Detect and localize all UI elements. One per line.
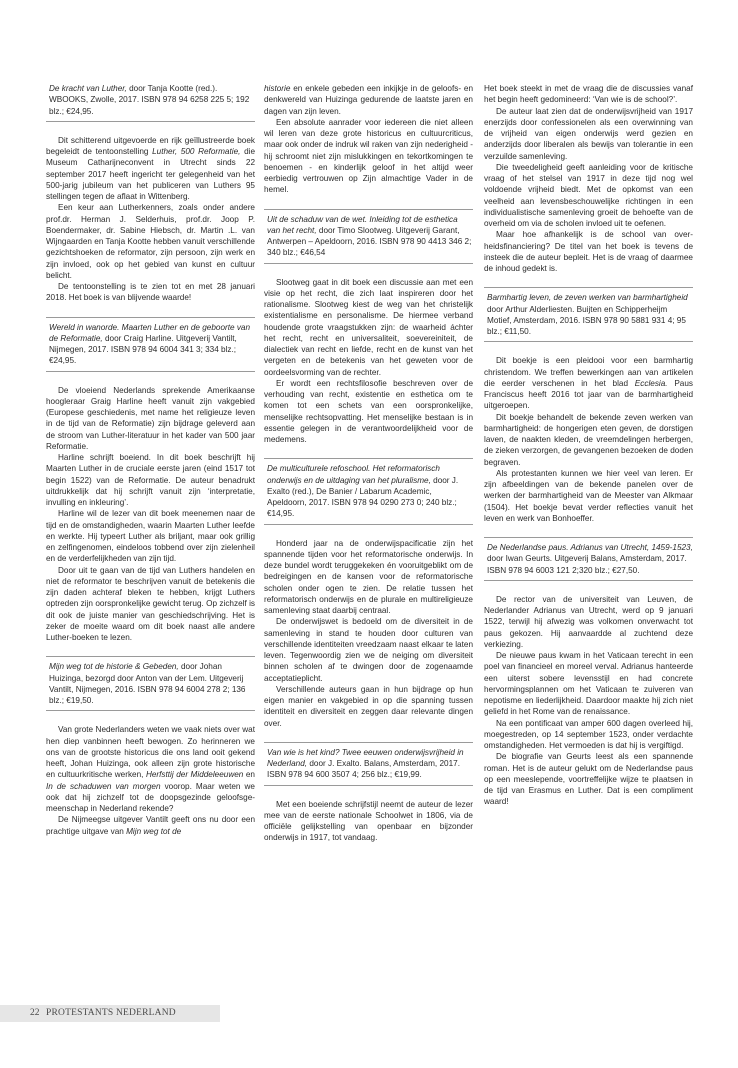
paragraph: Honderd jaar na de onderwijspacificatie zijn het spannende tijden voor het reformatorische onderwijs. In deze bundel wordt teruggekeken én vooruitgeblikt om de bedreigingen en de kansen voor de reformatorische scholen onder ogen te zien. De relatie tussen het reformatorisch onderwijs en de plurale en multireligieuze samenleving staat daarbij centraal. [264, 538, 473, 615]
book-review-header [484, 287, 693, 342]
column-3 [484, 83, 693, 808]
paragraph: Dit boekje behandelt de bekende zeven werken van barmhartigheid: de hongerigen eten geven, de dorstigen laven, de naakten kleden, de vreemdelingen herbergen, de zieken verzorgen, de gevangenen bezoeken de doden begraven. [484, 412, 693, 467]
book-title: Van wie is het kind? Twee eeuwen onderwijsvrijheid in Nederland, [267, 747, 464, 768]
book-details: door Craig Harline. Uitgeverij Vantilt, Nijmegen, 2017. ISBN 978 94 6004 341 3; 334 blz.; €24,95. [49, 333, 237, 366]
book-title: Uit de schaduw van de wet. Inleiding tot de esthetica van het recht, [267, 214, 458, 235]
book-details: door Iwan Geurts. Uitgeverij Balans, Amsterdam, 2017. ISBN 978 94 6003 121 2;320 blz.; €27,50. [487, 554, 687, 575]
paragraph: Harline schrijft boeiend. In dit boek beschrijft hij Maarten Luther in de cruciale eerste jaren (eind 1517 tot begin 1522) van de Reformatie. De auteur benadrukt uitdrukkelijk dat hij schrijft vanuit zijn ‘interpretatie, invulling en inkleuring’. [46, 453, 255, 507]
book-details: door Tanja Kootte (red.). WBOOKS, Zwolle, 2017. ISBN 978 94 6258 225 5; 192 blz.; €24,95. [49, 84, 250, 116]
paragraph: Als protestanten kunnen we hier veel van leren. Er zijn afbeeldingen van de bekende panelen over de werken der barmhartigheid van de Meester van Alkmaar (1504). Het boekje bevat verder reflecties vanuit het leven en werk van Bonhoeffer. [484, 468, 693, 523]
book-review-header [484, 537, 693, 581]
paragraph: Harline wil de lezer van dit boek meenemen naar de tijd en de omstandigheden, waarin Maarten Luther leefde en werkte. Hij typeert Luther als briljant, maar ook grillig en zelfingenomen, eindeloos tobbend over zijn zielenheil en de verderfelijkheden van zijn tijd. [46, 509, 255, 564]
magazine-name: PROTESTANTS NEDERLAND [46, 1008, 176, 1018]
paragraph: Dit schitterend uitgevoerde en rijk geïllustreerde boek begeleidt de tentoonstelling Luther, 500 Reformatie, die Museum Catharijneconvent in Utrecht sinds 22 september 2017 heeft ingericht ter gelegenheid van het 500-jarig jubileum van het publiceren van Luthers 95 stellingen tegen de aflaat in Wittenberg. [46, 135, 255, 201]
page-footer [0, 1005, 220, 1022]
paragraph: De vloeiend Nederlands sprekende Amerikaanse hoogleraar Graig Harline heeft vanuit zijn vakgebied (Europese geschiedenis, met name het religieuze leven in de tijd van de Reformatie) zijn bijdrage geleverd aan de stroom van Luther-literatuur in het kader van 500 jaar Reformatie. [46, 385, 255, 451]
paragraph: Van grote Nederlanders weten we vaak niets over wat hen diep vanbinnen heeft bewogen. Zo herinneren we ons van de grootste historicus die ons land ooit gekend heeft, Johan Huizinga, ook alleen zijn grote historische en cultuurkritische werken, Herfsttij der Middeleeuwen en In de schaduwen van morgen voorop. Maar weten we ook dat hij zichzelf tot de doopsgezinde geloofsgemeenschap in Nederland rekende? [46, 725, 255, 813]
book-details: door Johan Huizinga, bezorgd door Anton van der Lem. Uitgeverij Vantilt, Nijmegen, 2016. ISBN 978 94 6004 278 2; 136 blz.; €19,50. [49, 662, 246, 705]
book-title: Wereld in wanorde. Maarten Luther en de geboorte van de Reformatie, [49, 322, 251, 343]
paragraph: Verschillende auteurs gaan in hun bijdrage op hun eigen manier en vakgebied in op die spanning tussen identiteit en diversiteit en zeggen daar relevante dingen over. [264, 684, 473, 728]
paragraph: Slootweg gaat in dit boek een discussie aan met een visie op het recht, die zich laat inspireren door het rationalisme. Slootweg kiest de weg van het christelijk existentialisme en personalisme. De hiermee verband houdende grote vraagstukken zijn: de waarheid áchter het recht, recht en universaliteit, soevereiniteit, de dialectiek van recht en liefde, recht en de kunst van het vergeten en de betekenis van het geweten voor de oordeelsvorming van de rechter. [264, 277, 473, 377]
book-review-header [264, 458, 473, 524]
paragraph: Een absolute aanrader voor iedereen die niet alleen wil leren van deze grote historicus en cultuurcriticus, maar ook onder de indruk wil raken van zijn nederigheid - hij schroomt niet zijn mislukkingen en tekortkomingen te benoemen - en kinderlijk geloof in het altijd weer eerbiedig vertrouwen op Zijn almachtige Vader in de hemel. [264, 117, 473, 195]
column-2 [264, 83, 473, 844]
book-title: De multiculturele refoschool. Het reformatorisch onderwijs en de uitdaging van het pluralisme, [267, 464, 440, 485]
paragraph: historie en enkele gebeden een inkijkje in de geloofs- en denkwereld van Huizinga gedurende de laatste jaren en dagen van zijn leven. [264, 84, 473, 116]
paragraph: Met een boeiende schrijfstijl neemt de auteur de lezer mee van de eerste nationale Schoolwet in 1806, via de officiële gelijkstelling van openbaar en bijzonder onderwijs in 1917, tot vandaag. [264, 799, 473, 843]
book-review-header [264, 209, 473, 264]
book-details: door Timo Slootweg. Uitgeverij Garant, Antwerpen – Apeldoorn, 2016. ISBN 978 90 4413 346 2; 340 blz.; €46,54 [267, 225, 472, 258]
paragraph: Een keur aan Lutherkenners, zoals onder andere prof.dr. Herman J. Selderhuis, prof.dr. Joop P. Boendermaker, dr. Sabine Hiebsch, dr. Martin .L. van Wijngaarden en Tanja Kootte hebben vanuit verschillende gezichtshoeken de reformator, zijn persoon, zijn werk en zijn invloed, ook op het gebied van kunst en cultuur belicht. [46, 203, 255, 280]
book-details: door J. Exalto. Balans, Amsterdam, 2017. ISBN 978 94 600 3507 4; 256 blz.; €19,99. [267, 759, 460, 780]
book-title: De Nederlandse paus. Adrianus van Utrecht, 1459-1523, [487, 543, 693, 552]
book-details: door Arthur Alderliesten. Buijten en Schipperheijm Motief, Amsterdam, 2016. ISBN 978 90 5881 931 4; 95 blz.; €11,50. [487, 304, 686, 336]
paragraph: De nieuwe paus kwam in het Vaticaan terecht in een poel van financieel en moreel verval. Adrianus hanteerde een uiterst sobere levensstijl en had concrete hervormingsplannen om het Vaticaan te zuiveren van nepotisme en liederlijkheid. Daardoor maakte hij zich niet geliefd in het Rome van de renaissance. [484, 651, 693, 717]
paragraph: De auteur laat zien dat de onderwijsvrijheid van 1917 enerzijds door confessionelen als een overwinning van de vrijheid van eigen onderwijs werd gezien en anderzijds door liberalen als bewijs van tolerantie in een verzuilde samenleving. [484, 106, 693, 161]
book-details: door J. Exalto (red.), De Banier / Labarum Academic, Apeldoorn, 2017. ISBN 978 94 0290 273 0; 240 blz.; €14,95. [267, 475, 459, 519]
paragraph: Die tweedeligheid geeft aanleiding voor de kritische vraag of het stelsel van 1917 in deze tijd nog wel voldoende vrijheid biedt. Met de opkomst van een veelheid aan levensbeschouwelijke richtingen in een individualistische samenleving groeit de behoefte van de overheid om via de scholen invloed uit te oefenen. [484, 162, 693, 228]
book-title: Mijn weg tot de historie & Gebeden, [49, 662, 179, 672]
book-review-header [264, 742, 473, 786]
book-review-header [46, 83, 255, 122]
column-1 [46, 83, 255, 837]
paragraph: De rector van de universiteit van Leuven, de Nederlander Adrianus van Utrecht, werd op 9 januari 1522, terwijl hij afwezig was volkomen onverwacht tot paus gekozen. Hij aanvaardde al zuchtend deze verkiezing. [484, 594, 693, 649]
book-review-header [46, 656, 255, 711]
book-title: Barmhartig leven, de zeven werken van barmhartigheid [487, 293, 688, 303]
book-title: De kracht van Luther, [49, 84, 127, 93]
book-review-header [46, 317, 255, 372]
paragraph: Er wordt een rechtsfilosofie beschreven over de verhouding van recht, existentie en esthetica om te komen tot een schets van een oorspronkelijke, menselijke rechtsopvatting. Het menselijke bestaan is in essentie gelegen in de verantwoordelijkheid voor de medemens. [264, 378, 473, 444]
paragraph: De tentoonstelling is te zien tot en met 28 januari 2018. Het boek is van blijvende waarde! [46, 282, 255, 303]
paragraph: Maar hoe afhankelijk is de school van overheidsfinanciering? De titel van het boek is tevens de insteek die de auteur bepleit. Het is de vraag of daarmee de inhoud gedekt is. [484, 230, 693, 273]
paragraph: Dit boekje is een pleidooi voor een barmhartig christendom. We treffen bewerkingen aan van artikelen die eerder verschenen in het blad Ecclesia. Paus Franciscus heeft 2016 tot jaar van de barmhartigheid uitgeroepen. [484, 356, 693, 411]
paragraph: De onderwijswet is bedoeld om de diversiteit in de samenleving in stand te houden door culturen van verschillende identiteiten vreedzaam naast elkaar te laten leven. Tegenwoordig zien we de neiging om diversiteit binnen scholen af te dwingen door de zogenaamde acceptatieplicht. [264, 617, 473, 683]
paragraph: Het boek steekt in met de vraag die de discussies vanaf het begin heeft gedomineerd: ‘Van wie is de school?’. [484, 84, 693, 105]
page-number: 22 [30, 1008, 40, 1018]
paragraph: Na een pontificaat van amper 600 dagen overleed hij, moegestreden, op 14 september 1523, onder verdachte omstandigheden. Het vermoeden is dat hij is vergiftigd. [484, 718, 693, 750]
paragraph: De Nijmeegse uitgever Vantilt geeft ons nu door een prachtige uitgave van Mijn weg tot de [46, 815, 255, 836]
paragraph: Door uit te gaan van de tijd van Luthers handelen en niet de reformator te beschrijven vanuit de betekenis die zijn daden achteraf bleken te hebben, krijgt Luthers optreden zijn oorspronkelijke gewicht terug. Op zichzelf is dit ook de juiste manier van geschiedschrijving. Het is zeker de moeite waard om dit boek naast alle andere Luther-boeken te lezen. [46, 565, 255, 642]
paragraph: De biografie van Geurts leest als een spannende roman. Het is de auteur gelukt om de Nederlandse paus op een meeslepende, voortreffelijke wijze te plaatsen in de tijd van Erasmus en Luther. Dat is een compliment waard! [484, 752, 693, 807]
